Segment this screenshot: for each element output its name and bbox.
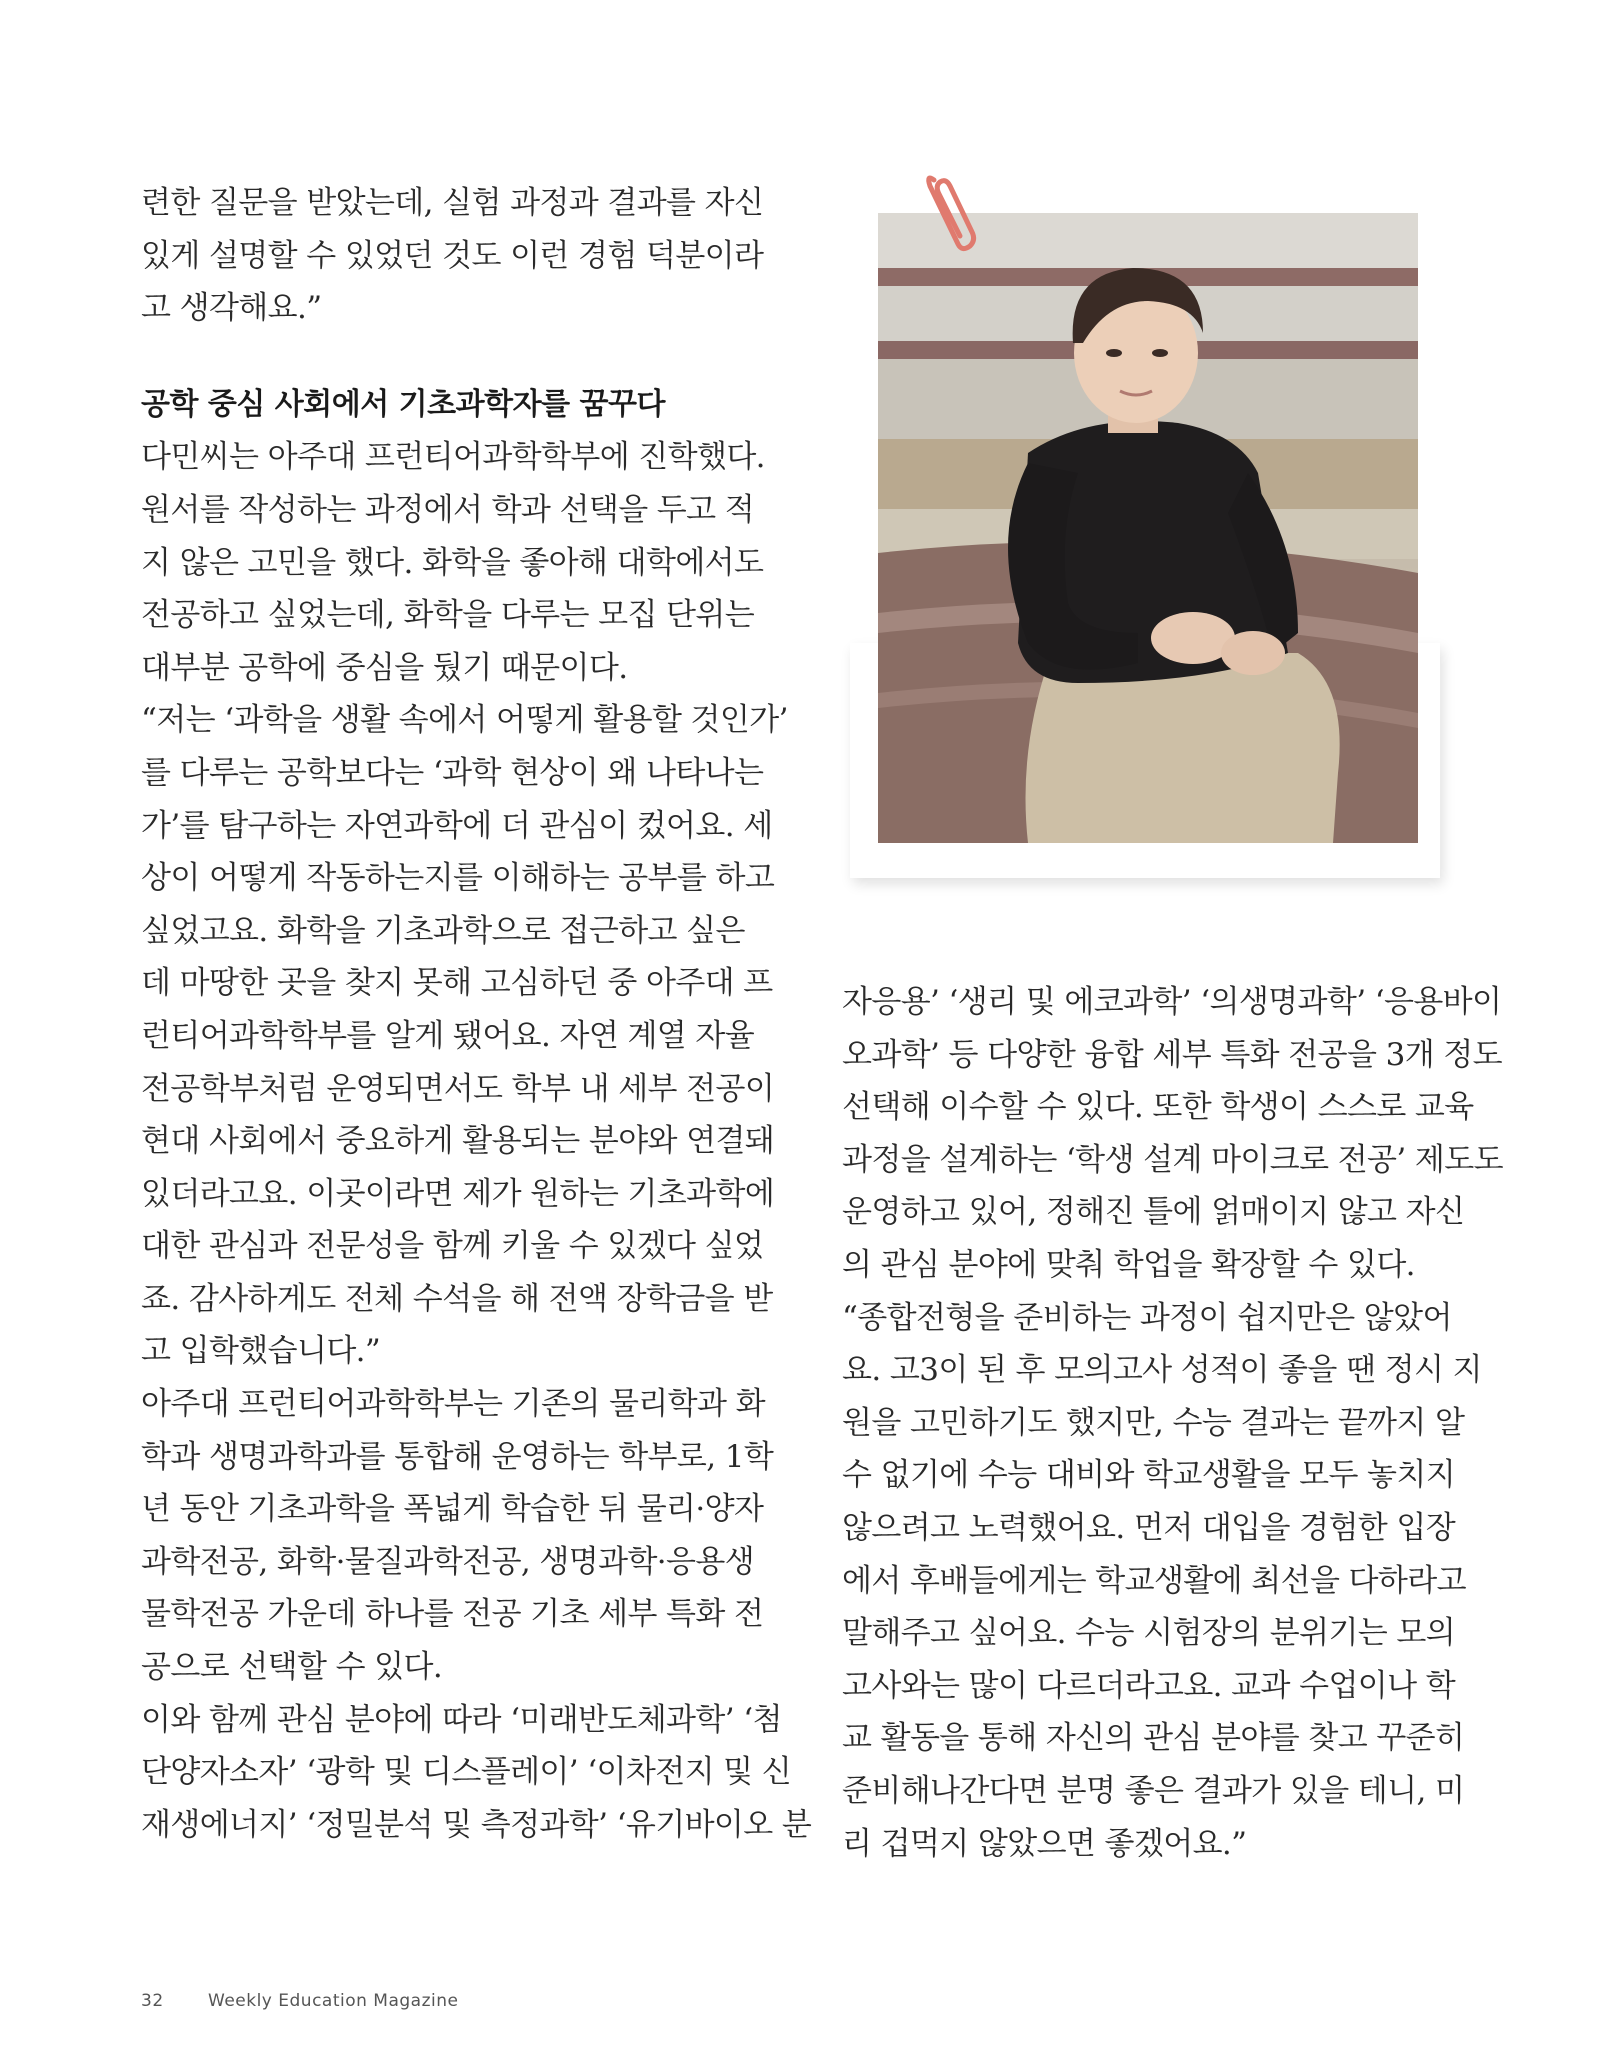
text-line: 공으로 선택할 수 있다.: [141, 1649, 443, 1686]
text-line: 단양자소자’ ‘광학 및 디스플레이’ ‘이차전지 및 신: [141, 1754, 792, 1791]
text-line: 싶었고요. 화학을 기초과학으로 접근하고 싶은: [141, 912, 745, 949]
text-line: 에서 후배들에게는 학교생활에 최선을 다하라고: [842, 1562, 1466, 1599]
text-line: “저는 ‘과학을 생활 속에서 어떻게 활용할 것인가’: [141, 702, 788, 739]
text-line: 대한 관심과 전문성을 함께 키울 수 있겠다 싶었: [141, 1228, 764, 1265]
text-line: 오과학’ 등 다양한 융합 세부 특화 전공을 3개 정도: [842, 1036, 1502, 1073]
text-line: 를 다루는 공학보다는 ‘과학 현상이 왜 나타나는: [141, 754, 764, 791]
text-line: 과학전공, 화학·물질과학전공, 생명과학·응용생: [141, 1543, 755, 1580]
quote-paragraph: [141, 694, 788, 1378]
text-line: 고 입학했습니다.”: [141, 1333, 381, 1370]
right-column: [842, 976, 1503, 1870]
text-line: 현대 사회에서 중요하게 활용되는 분야와 연결돼: [141, 1123, 775, 1160]
text-line: 과정을 설계하는 ‘학생 설계 마이크로 전공’ 제도도: [842, 1141, 1503, 1178]
text-line: 이와 함께 관심 분야에 따라 ‘미래반도체과학’ ‘첨: [141, 1701, 782, 1738]
quote-paragraph: [842, 1292, 1482, 1871]
text-line: 의 관심 분야에 맞춰 학업을 확장할 수 있다.: [842, 1246, 1415, 1283]
text-line: 고 생각해요.”: [141, 290, 322, 327]
text-line: 런티어과학학부를 알게 됐어요. 자연 계열 자율: [141, 1017, 755, 1054]
text-line: 상이 어떻게 작동하는지를 이해하는 공부를 하고: [141, 860, 775, 897]
text-line: 물학전공 가운데 하나를 전공 기초 세부 특화 전: [141, 1596, 764, 1633]
text-line: 자응용’ ‘생리 및 에코과학’ ‘의생명과학’ ‘응용바이: [842, 984, 1502, 1020]
text-line: 준비해나간다면 분명 좋은 결과가 있을 테니, 미: [842, 1772, 1465, 1809]
text-line: 원을 고민하기도 했지만, 수능 결과는 끝까지 알: [842, 1404, 1465, 1441]
text-line: 있더라고요. 이곳이라면 제가 원하는 기초과학에: [141, 1175, 775, 1212]
text-line: 아주대 프런티어과학학부는 기존의 물리학과 화: [141, 1386, 765, 1423]
paragraph: [141, 1378, 774, 1694]
text-line: 학과 생명과학과를 통합해 운영하는 학부로, 1학: [141, 1438, 774, 1475]
paragraph: [141, 1694, 812, 1852]
text-line: 고사와는 많이 다르더라고요. 교과 수업이나 학: [842, 1667, 1456, 1704]
student-photo-illustration: [878, 213, 1418, 843]
text-line: 리 겁먹지 않았으면 좋겠어요.”: [842, 1825, 1247, 1862]
text-line: 죠. 감사하게도 전체 수석을 해 전액 장학금을 받: [141, 1280, 773, 1317]
text-line: 않으려고 노력했어요. 먼저 대입을 경험한 입장: [842, 1509, 1456, 1546]
text-line: 말해주고 싶어요. 수능 시험장의 분위기는 모의: [842, 1615, 1456, 1652]
text-line: 교 활동을 통해 자신의 관심 분야를 찾고 꾸준히: [842, 1720, 1465, 1757]
section-heading: 공학 중심 사회에서 기초과학자를 꿈꾸다: [141, 386, 665, 422]
paragraph: [141, 177, 764, 335]
page-number: 32: [141, 1991, 164, 2011]
text-line: 련한 질문을 받았는데, 실험 과정과 결과를 자신: [141, 185, 764, 221]
student-photo: [878, 213, 1418, 843]
paragraph: [842, 976, 1503, 1292]
text-line: 지 않은 고민을 했다. 화학을 좋아해 대학에서도: [141, 544, 764, 581]
text-line: 데 마땅한 곳을 찾지 못해 고심하던 중 아주대 프: [141, 965, 773, 1002]
text-line: 있게 설명할 수 있었던 것도 이런 경험 덕분이라: [141, 237, 764, 274]
paperclip-icon: [920, 172, 980, 256]
photo-frame: [850, 198, 1440, 878]
text-line: 재생에너지’ ‘정밀분석 및 측정과학’ ‘유기바이오 분: [141, 1806, 812, 1843]
text-line: 운영하고 있어, 정해진 틀에 얽매이지 않고 자신: [842, 1194, 1465, 1231]
text-line: 수 없기에 수능 대비와 학교생활을 모두 놓치지: [842, 1457, 1456, 1494]
text-line: 선택해 이수할 수 있다. 또한 학생이 스스로 교육: [842, 1089, 1474, 1126]
text-line: 년 동안 기초과학을 폭넓게 학습한 뒤 물리·양자: [141, 1491, 764, 1528]
paragraph: [141, 431, 765, 694]
magazine-name: Weekly Education Magazine: [208, 1991, 459, 2011]
left-column: [141, 177, 812, 1851]
text-line: 전공하고 싶었는데, 화학을 다루는 모집 단위는: [141, 597, 755, 634]
text-line: “종합전형을 준비하는 과정이 쉽지만은 않았어: [842, 1299, 1452, 1336]
text-line: 원서를 작성하는 과정에서 학과 선택을 두고 적: [141, 491, 755, 528]
text-line: 대부분 공학에 중심을 뒀기 때문이다.: [141, 649, 628, 686]
text-line: 다민씨는 아주대 프런티어과학학부에 진학했다.: [141, 439, 765, 476]
text-line: 요. 고3이 된 후 모의고사 성적이 좋을 땐 정시 지: [842, 1352, 1482, 1389]
text-line: 가’를 탐구하는 자연과학에 더 관심이 컸어요. 세: [141, 807, 773, 844]
text-line: 전공학부처럼 운영되면서도 학부 내 세부 전공이: [141, 1070, 775, 1107]
